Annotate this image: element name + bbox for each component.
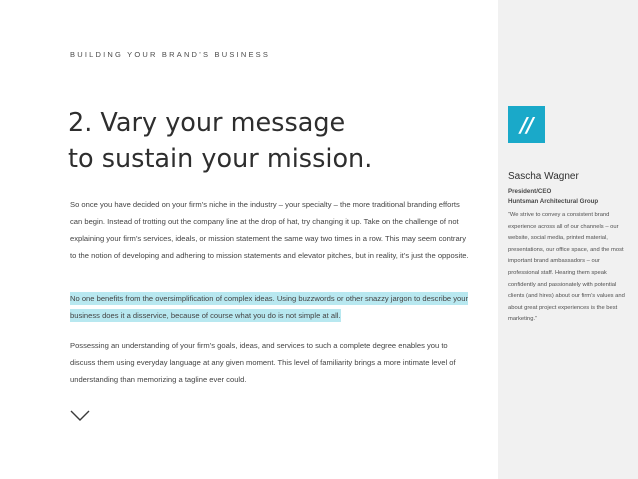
quote-author-title: President/CEO xyxy=(508,188,552,195)
quote-text: “We strive to convey a consistent brand experience across all of our channels – our website, social media, printed material, presentations, our office space, and the most important brand ambassadors – our professional staff. Hearing them speak confidently and passionately with potential clients (and hires) about our firm’s values and about great project experiences is the best marketing.” xyxy=(508,212,625,323)
quote-sidebar xyxy=(498,0,638,479)
body-paragraph-3: Possessing an understanding of your firm’s goals, ideas, and services to such a complete degree enables you to discuss them using everyday language at any given moment. This level of familiarity brings a more intimate level of understanding than memorizing a tagline ever could. xyxy=(70,341,456,384)
quote-mark-icon: // xyxy=(508,106,545,143)
body-paragraph-1: So once you have decided on your firm’s niche in the industry – your specialty – the more traditional branding efforts can begin. Instead of trotting out the company line at the drop of hat, try changing it up. Take on the challenge of not explaining your firm’s services, ideals, or mission statement the same way two times in a row. This may seem contrary to the notion of developing and adhering to mission statements and elevator pitches, but in reality, it’s just the opposite. xyxy=(70,200,469,260)
quote-author-name: Sascha Wagner xyxy=(508,171,579,182)
page-headline xyxy=(68,105,372,177)
headline-line-1: 2. Vary your message xyxy=(68,108,346,138)
highlighted-paragraph xyxy=(70,290,470,324)
highlight-text: No one benefits from the oversimplification of complex ideas. Using buzzwords or other snazzy jargon to describe your business does it a disservice, because of course what you do is not simple at all. xyxy=(70,294,469,320)
quote-author-company: Huntsman Architectural Group xyxy=(508,198,599,205)
chevron-down-icon[interactable] xyxy=(70,410,90,422)
headline-line-2: to sustain your mission. xyxy=(68,144,373,174)
section-kicker: BUILDING YOUR BRAND’S BUSINESS xyxy=(70,50,271,59)
